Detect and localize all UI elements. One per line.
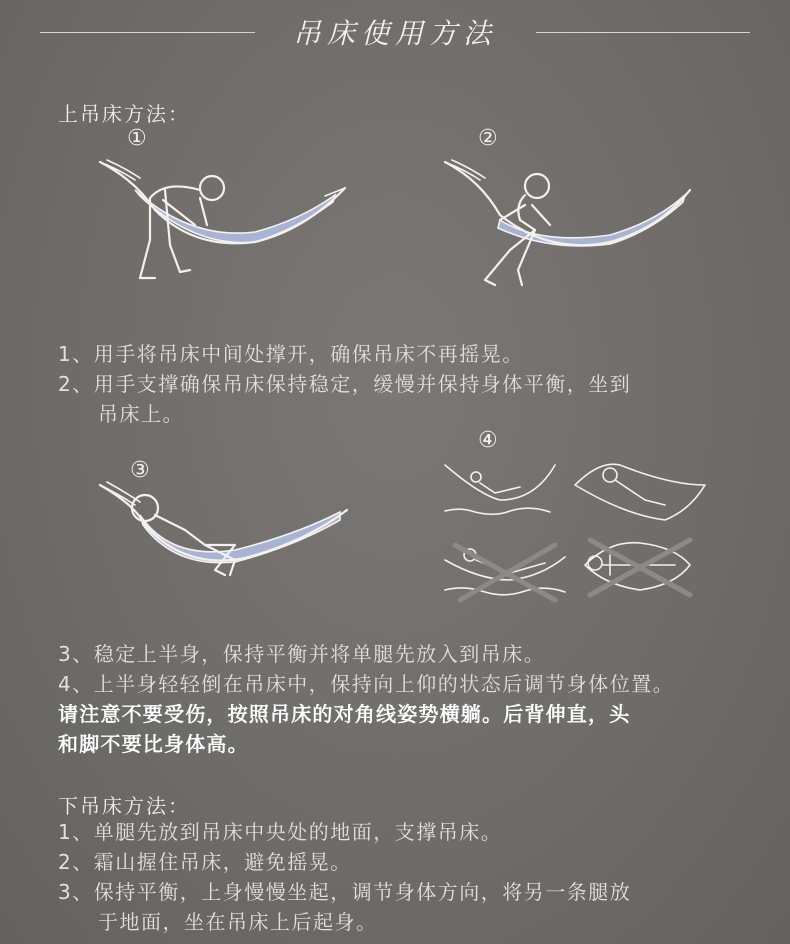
safety-notice: 请注意不要受伤，按照吊床的对角线姿势横躺。后背伸直，头 (58, 702, 631, 726)
person-head-icon (525, 174, 549, 198)
off-step-1-text: 1、单腿先放到吊床中央处的地面，支撑吊床。 (58, 820, 503, 844)
figure-4-illustration (440, 455, 710, 605)
off-step-3-text: 3、保持平衡，上身慢慢坐起，调节身体方向，将另一条腿放 (58, 880, 632, 904)
correct-posture-top (575, 464, 705, 520)
title-divider-right (536, 32, 750, 33)
step-2-text-cont: 吊床上。 (98, 402, 184, 426)
figure-label-2: ② (478, 126, 498, 151)
step-4-text: 4、上半身轻轻倒在吊床中，保持向上仰的状态后调节身体位置。 (58, 672, 675, 696)
figure-label-1: ① (127, 126, 147, 151)
figure-2-illustration (440, 150, 700, 300)
off-section-heading: 下吊床方法： (58, 794, 190, 818)
wrong-posture-side (445, 545, 565, 600)
header (0, 8, 790, 48)
figure-1-illustration (95, 150, 355, 300)
off-step-3-text-cont: 于地面，坐在吊床上后起身。 (98, 910, 378, 934)
on-section-heading: 上吊床方法： (58, 102, 190, 126)
off-step-2-text: 2、霜山握住吊床，避免摇晃。 (58, 850, 352, 874)
person-head-icon (132, 495, 158, 521)
person-head-icon (200, 176, 224, 200)
step-3-text: 3、稳定上半身，保持平衡并将单腿先放入到吊床。 (58, 642, 546, 666)
figure-label-3: ③ (130, 458, 150, 483)
correct-posture-side (445, 465, 555, 514)
step-2-text: 2、用手支撑确保吊床保持稳定，缓慢并保持身体平衡，坐到 (58, 372, 632, 396)
wrong-posture-top (585, 540, 690, 595)
figure-3-illustration (95, 470, 355, 590)
figure-label-4: ④ (478, 428, 498, 453)
safety-notice-cont: 和脚不要比身体高。 (58, 732, 249, 756)
page-title: 吊床使用方法 (292, 17, 497, 50)
step-1-text: 1、用手将吊床中间处撑开，确保吊床不再摇晃。 (58, 342, 524, 366)
